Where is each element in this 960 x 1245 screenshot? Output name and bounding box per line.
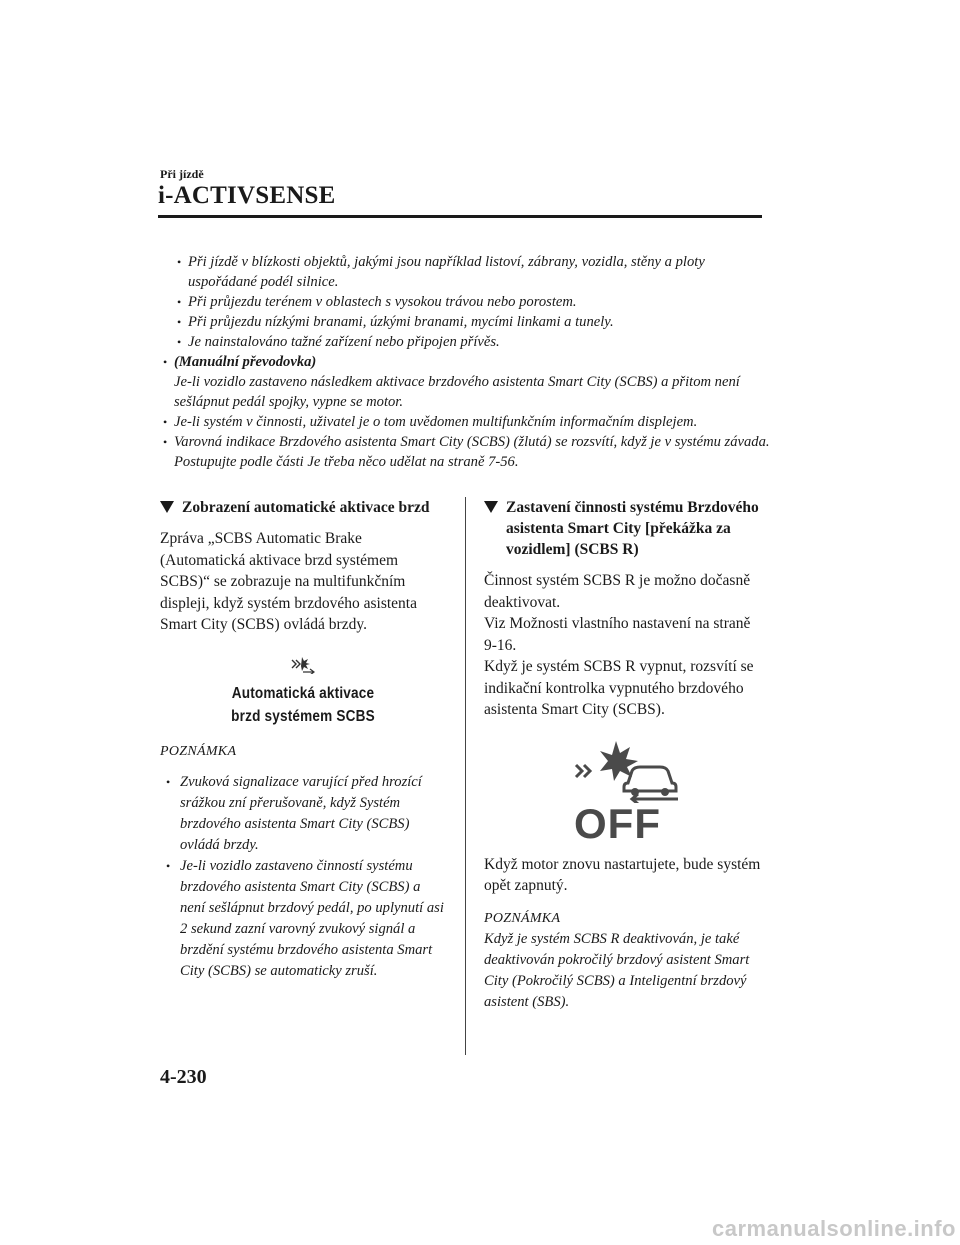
auto-brake-icon <box>290 654 316 674</box>
display-line-2: brzd systémem SCBS <box>231 707 375 725</box>
list-item: • Je-li systém v činnosti, uživatel je o tom uvědomen multifunkčním informačním displejem. <box>160 412 770 432</box>
left-column <box>160 497 446 982</box>
heading-triangle-icon <box>160 501 174 513</box>
list-item: • Zvuková signalizace varující před hrozící srážkou zní přerušovaně, když Systém brzdového asistenta Smart City (SCBS) ovládá brzdy. <box>160 772 446 856</box>
scbs-r-body <box>484 570 766 721</box>
note-list <box>160 772 446 982</box>
note-text: Když je systém SCBS R deaktivován, je také deaktivován pokročilý brzdový asistent Smart City (Pokročilý SCBS) a Inteligentní brzdový asistent (SBS). <box>484 930 750 1010</box>
heading-triangle-icon <box>484 501 498 513</box>
warning-text: Varovná indikace Brzdového asistenta Smart City (SCBS) (žlutá) se rozsvítí, když je v systému závada. <box>174 434 770 450</box>
note-title: POZNÁMKA <box>160 743 237 759</box>
restart-text: Když motor znovu nastartujete, bude systém opět zapnutý. <box>484 855 761 894</box>
manual-title: (Manuální převodovka) <box>174 354 317 370</box>
scbs-r-off-icon <box>572 739 682 803</box>
paragraph: Viz Možnosti vlastního nastavení na straně 9-16. <box>484 615 751 654</box>
auto-brake-heading-text: Zobrazení automatické aktivace brzd <box>182 499 430 516</box>
column-divider <box>465 497 466 1055</box>
header-rule <box>158 215 762 218</box>
list-item: • Při průjezdu terénem v oblastech s vysokou trávou nebo porostem. <box>174 292 770 312</box>
manual-text: Je-li vozidlo zastaveno následkem aktivace brzdového asistenta Smart City (SCBS) a přitom není sešlápnut pedál spojky, vypne se motor. <box>174 374 740 410</box>
auto-brake-heading <box>160 497 446 518</box>
top-bullet-list <box>160 252 770 472</box>
note-title: POZNÁMKA <box>484 910 561 926</box>
scbs-r-off-indicator <box>572 739 682 847</box>
page-number: 4-230 <box>160 1066 207 1088</box>
auto-brake-body: Zpráva „SCBS Automatic Brake (Automatická aktivace brzd systémem SCBS)“ se zobrazuje na multifunkčním displeji, když systém brzdového asistenta Smart City (SCBS) ovládá brzdy. <box>160 530 417 633</box>
right-column <box>484 497 766 1013</box>
display-line-1: Automatická aktivace <box>231 684 375 702</box>
watermark: carmanualsonline.info <box>712 1216 956 1241</box>
warning-reference: Postupujte podle části Je třeba něco udělat na straně 7-56. <box>174 454 519 470</box>
list-item: • Při průjezdu nízkými branami, úzkými branami, mycími linkami a tunely. <box>174 312 770 332</box>
list-item: • Je nainstalováno tažné zařízení nebo připojen přívěs. <box>174 332 770 352</box>
chapter-title: i-ACTIVSENSE <box>158 182 336 209</box>
list-item-warning <box>160 432 770 472</box>
list-item: • Při jízdě v blízkosti objektů, jakými jsou například listoví, zábrany, vozidla, stěny a ploty uspořádané podél silnice. <box>174 252 770 292</box>
scbs-r-heading-text: Zastavení činnosti systému Brzdového asistenta Smart City [překážka za vozidlem] (SCBS R) <box>506 499 759 558</box>
off-label: OFF <box>574 799 661 847</box>
scbs-r-heading <box>484 497 766 560</box>
auto-brake-display <box>160 654 446 728</box>
list-item: • Je-li vozidlo zastaveno činností systému brzdového asistenta Smart City (SCBS) a není sešlápnut brzdový pedál, po uplynutí asi 2 sekund zazní varovný zvukový signál a brzdění systému brzdového asistenta Smart City (SCBS) se automaticky zruší. <box>160 856 446 982</box>
paragraph: Činnost systém SCBS R je možno dočasně deaktivovat. <box>484 572 751 611</box>
section-label: Při jízdě <box>160 167 204 181</box>
list-item-manual <box>160 352 770 412</box>
paragraph: Když je systém SCBS R vypnut, rozsvítí se indikační kontrolka vypnutého brzdového asistenta Smart City (SCBS). <box>484 658 754 718</box>
